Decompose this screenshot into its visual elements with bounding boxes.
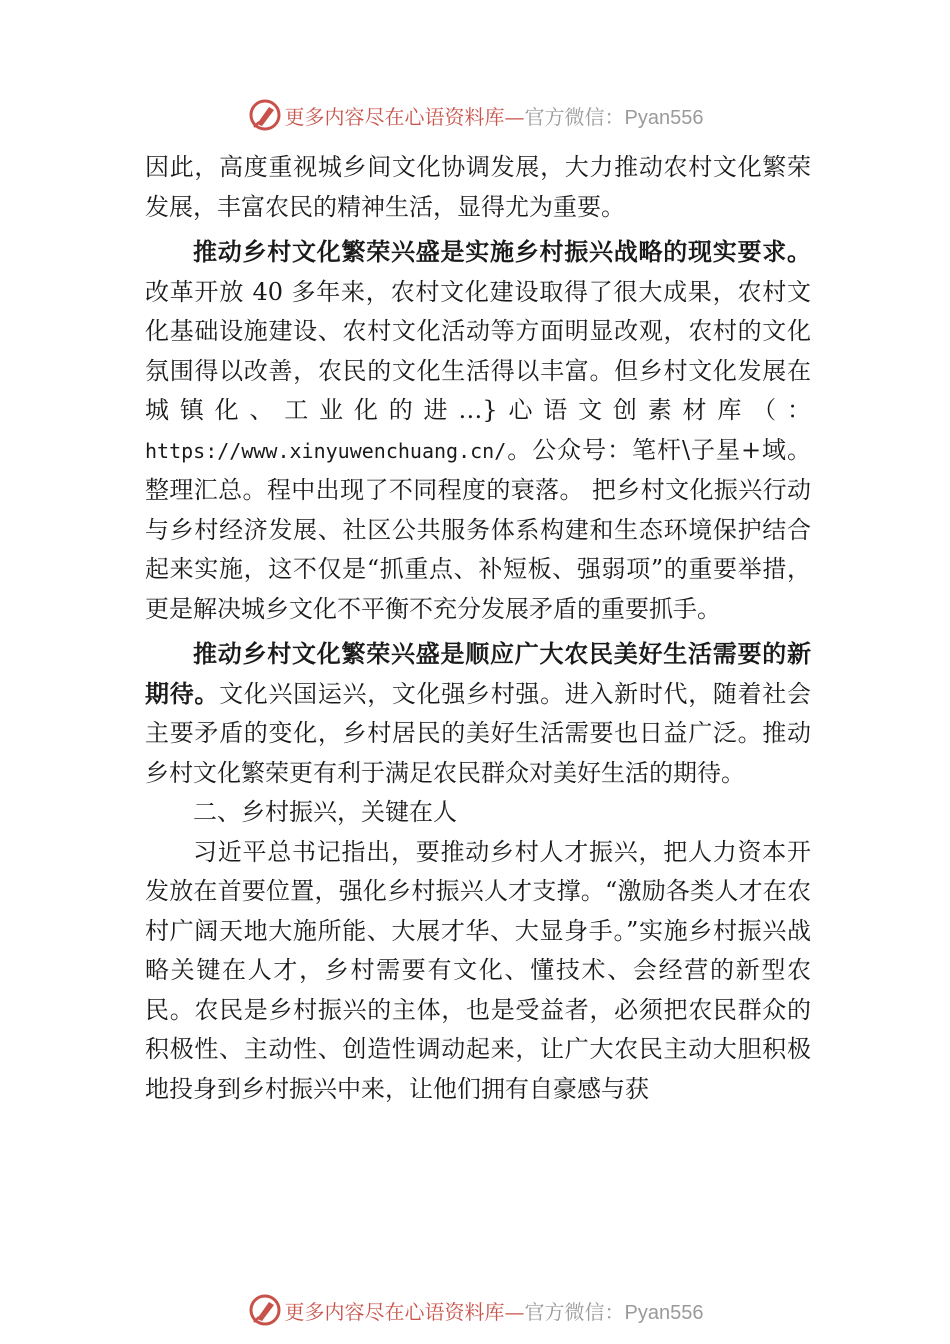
footer-banner <box>0 1290 950 1330</box>
paragraph-2 <box>145 233 811 629</box>
paragraph-2-url: https://www.xinyuwenchuang.cn/ <box>145 438 507 463</box>
header-banner-text <box>285 101 704 130</box>
document-body <box>145 148 811 1109</box>
footer-wechat-label: 官方微信： <box>524 1299 625 1324</box>
paragraph-2-text-b: 。公众号：笔杆\子星+域。整理汇总。程中出现了不同程度的衰落。 把乡村文化振兴行动与乡村经济发展、社区公共服务体系构建和生态环境保护结合起来实施，这不仅是“抓重点、补短板、强弱项”的重要举措，更是解决城乡文化不平衡不充分发展矛盾的重要抓手。 <box>145 435 811 623</box>
pen-nib-circle-logo-icon <box>247 1292 283 1328</box>
header-banner <box>0 95 950 135</box>
paragraph-3 <box>145 635 811 793</box>
paragraph-4: 习近平总书记指出，要推动乡村人才振兴，把人力资本开发放在首要位置，强化乡村振兴人才支撑。“激励各类人才在农村广阔天地大施所能、大展才华、大显身手。”实施乡村振兴战略关键在人才，乡村需要有文化、懂技术、会经营的新型农民。农民是乡村振兴的主体，也是受益者，必须把农民群众的积极性、主动性、创造性调动起来，让广大农民主动大胆积极地投身到乡村振兴中来，让他们拥有自豪感与获 <box>145 837 811 1103</box>
footer-wechat-id: Pyan556 <box>624 1301 704 1324</box>
paragraph-3-text: 文化兴国运兴，文化强乡村强。进入新时代，随着社会主要矛盾的变化，乡村居民的美好生活需要也日益广泛。推动乡村文化繁荣更有利于满足农民群众对美好生活的期待。 <box>145 679 811 787</box>
header-site-text: 更多内容尽在心语资料库 <box>284 104 505 129</box>
paragraph-1: 因此，高度重视城乡间文化协调发展，大力推动农村文化繁荣发展，丰富农民的精神生活，显得尤为重要。 <box>145 153 811 221</box>
header-dash: — <box>504 104 525 129</box>
section-heading: 二、乡村振兴，关键在人 <box>193 798 457 826</box>
header-wechat-label: 官方微信： <box>524 104 625 129</box>
footer-dash: — <box>504 1299 525 1324</box>
footer-banner-text <box>285 1296 704 1325</box>
paragraph-2-text-a: 改革开放 40 多年来，农村文化建设取得了很大成果，农村文化基础设施建设、农村文化活动等方面明显改观，农村的文化氛围得以改善，农民的文化生活得以丰富。但乡村文化发展在城镇化、工业化的进…}心语文创素材库（： <box>145 277 811 424</box>
paragraph-3-bold-lead: 推动乡村文化繁荣兴盛是顺应广大农民美好生活需要的新期待。 <box>145 640 811 708</box>
footer-site-text: 更多内容尽在心语资料库 <box>284 1299 505 1324</box>
header-wechat-id: Pyan556 <box>624 106 704 129</box>
pen-nib-circle-logo-icon <box>247 97 283 133</box>
paragraph-2-bold-lead: 推动乡村文化繁荣兴盛是实施乡村振兴战略的现实要求。 <box>193 238 811 266</box>
